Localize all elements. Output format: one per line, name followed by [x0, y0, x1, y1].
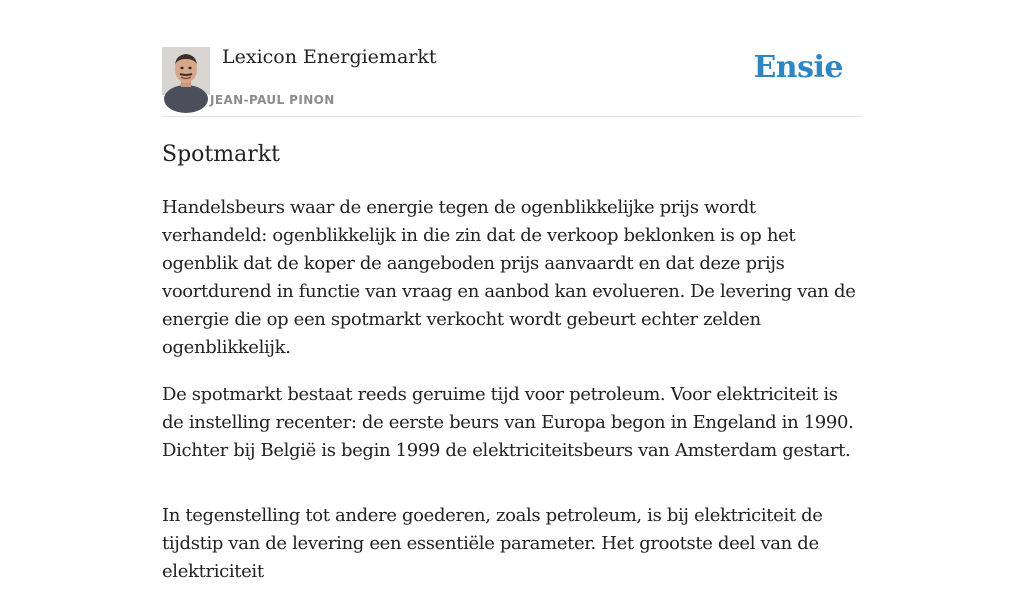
article-paragraph: Handelsbeurs waar de energie tegen de ogenblikkelijke prijs wordt verhandeld: ogenblikkelijk in die zin dat de verkoop beklonken is op het ogenblik dat de koper de aangeboden prijs aanvaardt en dat deze prijs voortdurend in functie van vraag en aanbod kan evolueren. De levering van de energie die op een spotmarkt verkocht wordt gebeurt echter zelden ogenblikkelijk. [162, 197, 856, 358]
page-title: Spotmarkt [162, 142, 280, 167]
article [162, 140, 862, 605]
article-paragraph: In tegenstelling tot andere goederen, zoals petroleum, is bij elektriciteit de tijdstip van de levering een essentiële parameter. Het grootste deel van de elektriciteit [162, 505, 823, 582]
article-paragraph: De spotmarkt bestaat reeds geruime tijd voor petroleum. Voor elektriciteit is de instelling recenter: de eerste beurs van Europa begon in Engeland in 1990. Dichter bij België is begin 1999 de elektriciteitsbeurs van Amsterdam gestart. [162, 384, 854, 461]
author-portrait-icon [162, 47, 210, 95]
author-avatar[interactable] [162, 47, 210, 95]
author-name[interactable]: JEAN-PAUL PINON [210, 93, 335, 107]
site-title[interactable]: Lexicon Energiemarkt [222, 46, 437, 68]
page-header [162, 0, 862, 117]
brand-logo[interactable]: Ensie [753, 50, 843, 85]
